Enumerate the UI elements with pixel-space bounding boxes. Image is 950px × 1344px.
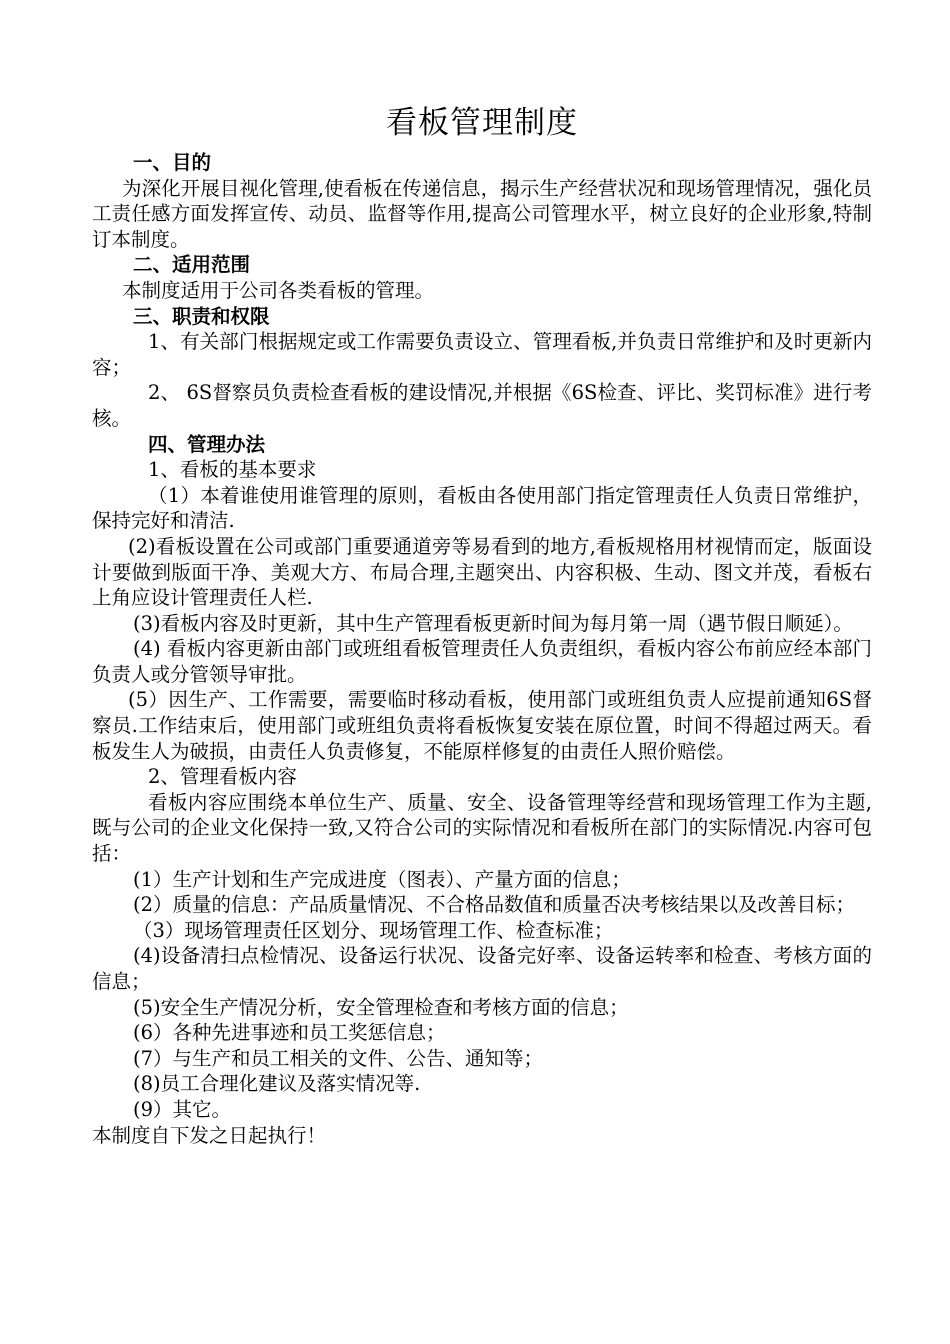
scope-paragraph: 本制度适用于公司各类看板的管理。 (122, 278, 435, 302)
content-list-item-6: (6）各种先进事迹和员工奖惩信息； (133, 1021, 446, 1045)
requirement-item-1: （1）本着谁使用谁管理的原则，看板由各使用部门指定管理责任人负责日常维护，保持完好和清洁. (92, 483, 872, 533)
section-heading-management: 四、管理办法 (148, 432, 266, 456)
section-heading-purpose: 一、目的 (133, 151, 212, 174)
requirement-item-5: (5）因生产、工作需要，需要临时移动看板，使用部门或班组负责人应提前通知6S督察员.工作结束后，使用部门或班组负责将看板恢复安装在原位置，时间不得超过两天。看板发生人为破损，由责任人负责修复，不能原样修复的由责任人照价赔偿。 (92, 688, 872, 763)
requirement-item-3: (3)看板内容及时更新，其中生产管理看板更新时间为每月第一周（遇节假日顺延）。 (133, 611, 853, 635)
content-list-item-8: (8)员工合理化建议及落实情况等. (133, 1072, 421, 1096)
section-heading-responsibilities: 三、职责和权限 (133, 304, 270, 328)
section-heading-scope: 二、适用范围 (133, 253, 251, 277)
closing-statement: 本制度自下发之日起执行！ (92, 1123, 327, 1147)
content-list-item-5: (5)安全生产情况分析，安全管理检查和考核方面的信息； (133, 995, 629, 1019)
subheading-board-content: 2、管理看板内容 (148, 765, 297, 789)
document-page (92, 98, 872, 1148)
responsibility-item-1: 1、有关部门根据规定或工作需要负责设立、管理看板,并负责日常维护和及时更新内容； (92, 330, 872, 379)
content-list-item-2: (2）质量的信息：产品质量情况、不合格品数值和质量否决考核结果以及改善目标； (133, 893, 856, 917)
responsibility-item-2: 2、 6S督察员负责检查看板的建设情况,并根据《6S检查、评比、奖罚标准》进行考核。 (92, 381, 872, 430)
content-list-item-3: （3）现场管理责任区划分、现场管理工作、检查标准； (133, 918, 614, 942)
board-content-paragraph: 看板内容应围绕本单位生产、质量、安全、设备管理等经营和现场管理工作为主题,既与公司的企业文化保持一致,又符合公司的实际情况和看板所在部门的实际情况.内容可包括： (92, 790, 872, 866)
content-list-item-4: (4)设备清扫点检情况、设备运行状况、设备完好率、设备运转率和检查、考核方面的信息； (92, 944, 872, 993)
content-list-item-9: (9）其它。 (133, 1097, 232, 1121)
content-list-item-1: (1）生产计划和生产完成进度（图表）、产量方面的信息； (133, 867, 631, 891)
purpose-paragraph: 为深化开展目视化管理,使看板在传递信息，揭示生产经营状况和现场管理情况，强化员工责任感方面发挥宣传、动员、监督等作用,提高公司管理水平，树立良好的企业形象,特制订本制度。 (92, 176, 872, 251)
subheading-basic-requirements: 1、看板的基本要求 (148, 458, 317, 482)
requirement-item-4: (4) 看板内容更新由部门或班组看板管理责任人负责组织，看板内容公布前应经本部门负责人或分管领导审批。 (92, 637, 872, 686)
document-title: 看板管理制度 (386, 105, 578, 141)
requirement-item-2: (2)看板设置在公司或部门重要通道旁等易看到的地方,看板规格用材视情而定，版面设计要做到版面干净、美观大方、布局合理,主题突出、内容积极、生动、图文并茂，看板右上角应设计管理责任人栏. (92, 534, 872, 610)
content-list-item-7: (7）与生产和员工相关的文件、公告、通知等； (133, 1046, 544, 1070)
